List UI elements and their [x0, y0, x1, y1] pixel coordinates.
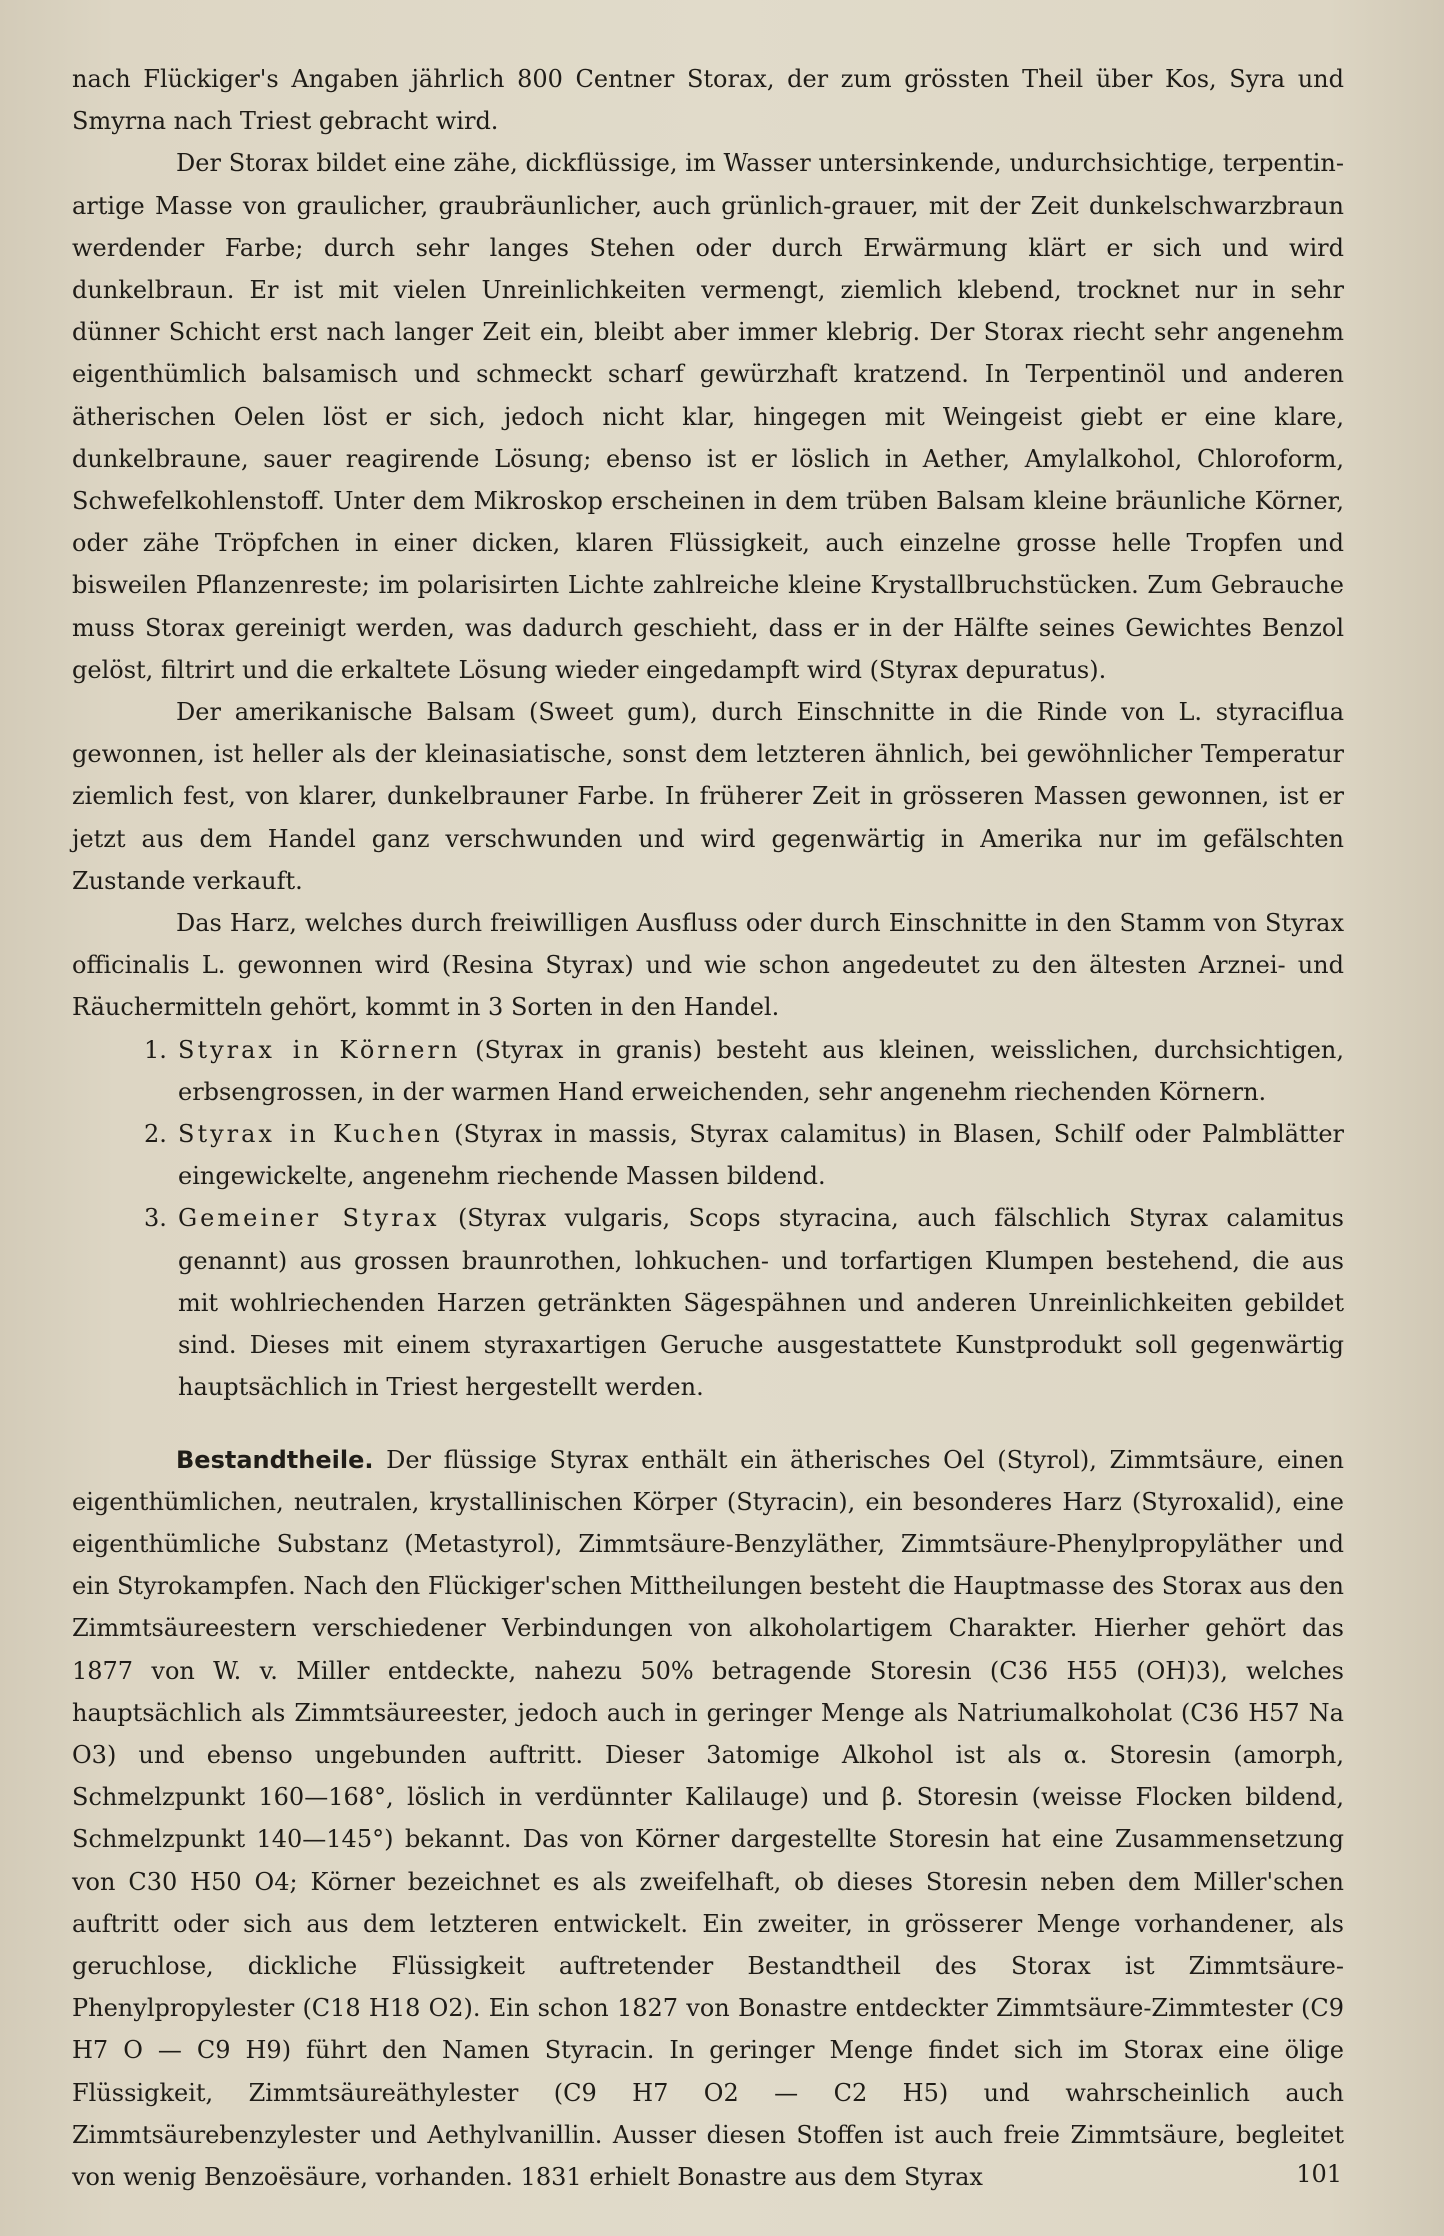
- paragraph-bestandtheile: [72, 1439, 1344, 2199]
- list-term: Styrax in Körnern: [178, 1035, 461, 1064]
- paragraph-4: Das Harz, welches durch freiwilligen Ausfluss oder durch Einschnitte in den Stamm von Styrax officinalis L. gewonnen wird (Resina Styrax) und wie schon angedeutet zu den ältesten Arznei- und Räuchermitteln gehört, kommt in 3 Sorten in den Handel.: [72, 909, 1344, 1022]
- list-item: [72, 1113, 1344, 1197]
- list-item: [72, 1197, 1344, 1408]
- section-text: Der flüssige Styrax enthält ein ätherisches Oel (Styrol), Zimmtsäure, einen eigenthümlichen, neutralen, krystallinischen Körper (Styracin), ein besonderes Harz (Styroxalid), eine eigenthümliche Substanz (Metastyrol), Zimmtsäure-Benzyläther, Zimmtsäure-Phenylpropyläther und ein Styrokampfen. Nach den Flückiger'schen Mittheilungen besteht die Hauptmasse des Storax aus den Zimmtsäureestern verschiedener Verbindungen von alkoholartigem Charakter. Hierher gehört das 1877 von W. v. Miller entdeckte, nahezu 50% betragende Storesin (C36 H55 (OH)3), welches hauptsächlich als Zimmtsäureester, jedoch auch in geringer Menge als Natriumalkoholat (C36 H57 Na O3) und ebenso ungebunden auftritt. Dieser 3atomige Alkohol ist als α. Storesin (amorph, Schmelzpunkt 160—168°, löslich in verdünnter Kalilauge) und β. Storesin (weisse Flocken bildend, Schmelzpunkt 140—145°) bekannt. Das von Körner dargestellte Storesin hat eine Zusammensetzung von C30 H50 O4; Körner bezeichnet es als zweifelhaft, ob dieses Storesin neben dem Miller'schen auftritt oder sich aus dem letzteren entwickelt. Ein zweiter, in grösserer Menge vorhandener, als geruchlose, dickliche Flüssigkeit auftretender Bestandtheil des Storax ist Zimmtsäure-Phenylpropylester (C18 H18 O2). Ein schon 1827 von Bonastre entdeckter Zimmtsäure-Zimmtester (C9 H7 O — C9 H9) führt den Namen Styracin. In geringer Menge findet sich im Storax eine ölige Flüssigkeit, Zimmtsäureäthylester (C9 H7 O2 — C2 H5) und wahrscheinlich auch Zimmtsäurebenzylester und Aethylvanillin. Ausser diesen Stoffen ist auch freie Zimmtsäure, begleitet von wenig Benzoësäure, vorhanden. 1831 erhielt Bonastre aus dem Styrax: [72, 1445, 1344, 2191]
- page-number: 101: [1296, 2160, 1342, 2188]
- list-term: Gemeiner Styrax: [178, 1204, 440, 1233]
- list-term: Styrax in Kuchen: [178, 1120, 443, 1149]
- paragraph-3: Der amerikanische Balsam (Sweet gum), durch Einschnitte in die Rinde von L. styraciflua gewonnen, ist heller als der kleinasiatische, sonst dem letzteren ähnlich, bei gewöhnlicher Temperatur ziemlich fest, von klarer, dunkelbrauner Farbe. In früherer Zeit in grösseren Massen gewonnen, ist er jetzt aus dem Handel ganz verschwunden und wird gegenwärtig in Amerika nur im gefälschten Zustande verkauft.: [72, 698, 1344, 895]
- list-text: (Styrax in massis, Styrax calamitus) in Blasen, Schilf oder Palmblätter eingewickelte, angenehm riechende Massen bildend.: [178, 1120, 1344, 1191]
- section-heading: Bestandtheile.: [176, 1445, 374, 1474]
- list-number: 1.: [144, 1035, 167, 1064]
- list-text: (Styrax vulgaris, Scops styracina, auch fälschlich Styrax calamitus genannt) aus grossen braunrothen, lohkuchen- und torfartigen Klumpen bestehend, die aus mit wohlriechenden Harzen getränkten Sägespähnen und anderen Unreinlichkeiten gebildet sind. Dieses mit einem styraxartigen Geruche ausgestattete Kunstprodukt soll gegenwärtig hauptsächlich in Triest hergestellt werden.: [178, 1204, 1345, 1402]
- paragraph-2: Der Storax bildet eine zähe, dickflüssige, im Wasser untersinkende, undurchsichtige, terpentinartige Masse von graulicher, graubräunlicher, auch grünlich-grauer, mit der Zeit dunkelschwarzbraun werdender Farbe; durch sehr langes Stehen oder durch Erwärmung klärt er sich und wird dunkelbraun. Er ist mit vielen Unreinlichkeiten vermengt, ziemlich klebend, trocknet nur in sehr dünner Schicht erst nach langer Zeit ein, bleibt aber immer klebrig. Der Storax riecht sehr angenehm eigenthümlich balsamisch und schmeckt scharf gewürzhaft kratzend. In Terpentinöl und anderen ätherischen Oelen löst er sich, jedoch nicht klar, hingegen mit Weingeist giebt er eine klare, dunkelbraune, sauer reagirende Lösung; ebenso ist er löslich in Aether, Amylalkohol, Chloroform, Schwefelkohlenstoff. Unter dem Mikroskop erscheinen in dem trüben Balsam kleine bräunliche Körner, oder zähe Tröpfchen in einer dicken, klaren Flüssigkeit, auch einzelne grosse helle Tropfen und bisweilen Pflanzenreste; im polarisirten Lichte zahlreiche kleine Krystallbruchstücken. Zum Gebrauche muss Storax gereinigt werden, was dadurch geschieht, dass er in der Hälfte seines Gewichtes Benzol gelöst, filtrirt und die erkaltete Lösung wieder eingedampft wird (Styrax depuratus).: [72, 149, 1344, 684]
- list-number: 3.: [144, 1204, 167, 1233]
- list-text: (Styrax in granis) besteht aus kleinen, weisslichen, durchsichtigen, erbsengrossen, in der warmen Hand erweichenden, sehr angenehm riechenden Körnern.: [178, 1035, 1344, 1106]
- page-body: [72, 58, 1344, 2198]
- list-number: 2.: [144, 1120, 167, 1149]
- paragraph-1: nach Flückiger's Angaben jährlich 800 Centner Storax, der zum grössten Theil über Kos, Syra und Smyrna nach Triest gebracht wird.: [72, 65, 1344, 136]
- sorts-list: [72, 1029, 1344, 1409]
- list-item: [72, 1029, 1344, 1113]
